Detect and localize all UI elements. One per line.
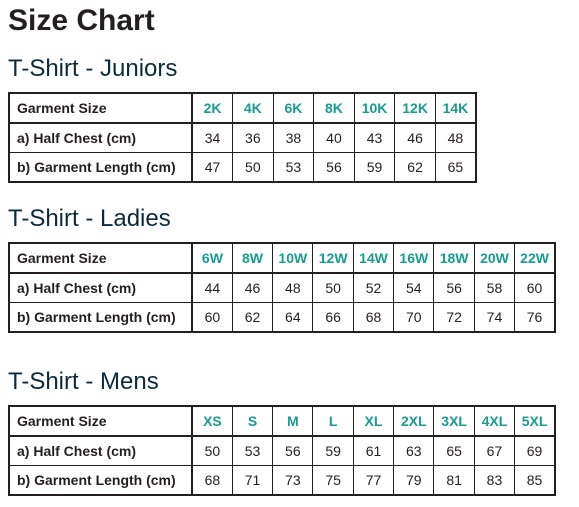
measurement-cell: 81: [434, 466, 474, 496]
row-label: b) Garment Length (cm): [9, 153, 192, 183]
measurement-cell: 60: [192, 303, 232, 333]
row-label: a) Half Chest (cm): [9, 273, 192, 303]
size-label: 10W: [273, 243, 313, 273]
size-label: 22W: [515, 243, 555, 273]
measurement-cell: 74: [474, 303, 514, 333]
measurement-cell: 76: [515, 303, 555, 333]
row-label: a) Half Chest (cm): [9, 436, 192, 466]
measurement-cell: 65: [434, 436, 474, 466]
measurement-cell: 48: [435, 123, 476, 153]
table-row: [9, 123, 476, 153]
measurement-cell: 44: [192, 273, 232, 303]
size-label: M: [273, 406, 313, 436]
row-label: b) Garment Length (cm): [9, 303, 192, 333]
measurement-cell: 66: [313, 303, 353, 333]
size-label: 14K: [435, 93, 476, 123]
size-label: XS: [192, 406, 232, 436]
row-label: Garment Size: [9, 406, 192, 436]
measurement-cell: 56: [314, 153, 355, 183]
measurement-cell: 52: [353, 273, 393, 303]
row-label: a) Half Chest (cm): [9, 123, 192, 153]
size-label: 5XL: [515, 406, 555, 436]
size-label: 6K: [273, 93, 314, 123]
measurement-cell: 50: [192, 436, 232, 466]
measurement-cell: 59: [313, 436, 353, 466]
measurement-cell: 71: [232, 466, 272, 496]
measurement-cell: 68: [192, 466, 232, 496]
size-label: 14W: [353, 243, 393, 273]
measurement-cell: 62: [232, 303, 272, 333]
measurement-cell: 54: [394, 273, 434, 303]
table-row: [9, 303, 555, 333]
table-row: [9, 153, 476, 183]
size-label: 4XL: [474, 406, 514, 436]
row-label: Garment Size: [9, 93, 192, 123]
table-row: [9, 273, 555, 303]
size-label: 2XL: [394, 406, 434, 436]
measurement-cell: 40: [314, 123, 355, 153]
measurement-cell: 79: [394, 466, 434, 496]
measurement-cell: 70: [394, 303, 434, 333]
size-label: 12K: [395, 93, 436, 123]
section-title-mens: T-Shirt - Mens: [8, 368, 159, 395]
size-label: 20W: [474, 243, 514, 273]
size-header-row: [9, 243, 555, 273]
measurement-cell: 38: [273, 123, 314, 153]
measurement-cell: 53: [273, 153, 314, 183]
measurement-cell: 56: [434, 273, 474, 303]
size-label: 8W: [232, 243, 272, 273]
measurement-cell: 67: [474, 436, 514, 466]
measurement-cell: 75: [313, 466, 353, 496]
measurement-cell: 56: [273, 436, 313, 466]
size-table-juniors: [8, 92, 477, 183]
measurement-cell: 68: [353, 303, 393, 333]
measurement-cell: 62: [395, 153, 436, 183]
size-label: 10K: [354, 93, 395, 123]
size-label: 18W: [434, 243, 474, 273]
size-header-row: [9, 93, 476, 123]
measurement-cell: 61: [353, 436, 393, 466]
page-title: Size Chart: [8, 4, 155, 37]
size-label: 3XL: [434, 406, 474, 436]
size-label: 6W: [192, 243, 232, 273]
row-label: Garment Size: [9, 243, 192, 273]
measurement-cell: 63: [394, 436, 434, 466]
measurement-cell: 59: [354, 153, 395, 183]
size-label: L: [313, 406, 353, 436]
size-label: 2K: [192, 93, 233, 123]
measurement-cell: 46: [395, 123, 436, 153]
size-label: XL: [353, 406, 393, 436]
measurement-cell: 83: [474, 466, 514, 496]
measurement-cell: 50: [313, 273, 353, 303]
table-row: [9, 436, 555, 466]
measurement-cell: 69: [515, 436, 555, 466]
size-label: 4K: [233, 93, 274, 123]
measurement-cell: 72: [434, 303, 474, 333]
table-row: [9, 466, 555, 496]
measurement-cell: 85: [515, 466, 555, 496]
measurement-cell: 34: [192, 123, 233, 153]
measurement-cell: 64: [273, 303, 313, 333]
size-table-ladies: [8, 242, 556, 333]
measurement-cell: 77: [353, 466, 393, 496]
size-label: S: [232, 406, 272, 436]
measurement-cell: 50: [233, 153, 274, 183]
measurement-cell: 48: [273, 273, 313, 303]
size-header-row: [9, 406, 555, 436]
measurement-cell: 73: [273, 466, 313, 496]
measurement-cell: 47: [192, 153, 233, 183]
section-title-ladies: T-Shirt - Ladies: [8, 205, 171, 232]
row-label: b) Garment Length (cm): [9, 466, 192, 496]
measurement-cell: 46: [232, 273, 272, 303]
size-table-mens: [8, 405, 556, 496]
measurement-cell: 65: [435, 153, 476, 183]
size-label: 12W: [313, 243, 353, 273]
measurement-cell: 58: [474, 273, 514, 303]
measurement-cell: 43: [354, 123, 395, 153]
size-label: 8K: [314, 93, 355, 123]
section-title-juniors: T-Shirt - Juniors: [8, 55, 178, 82]
measurement-cell: 36: [233, 123, 274, 153]
size-label: 16W: [394, 243, 434, 273]
measurement-cell: 60: [515, 273, 555, 303]
measurement-cell: 53: [232, 436, 272, 466]
